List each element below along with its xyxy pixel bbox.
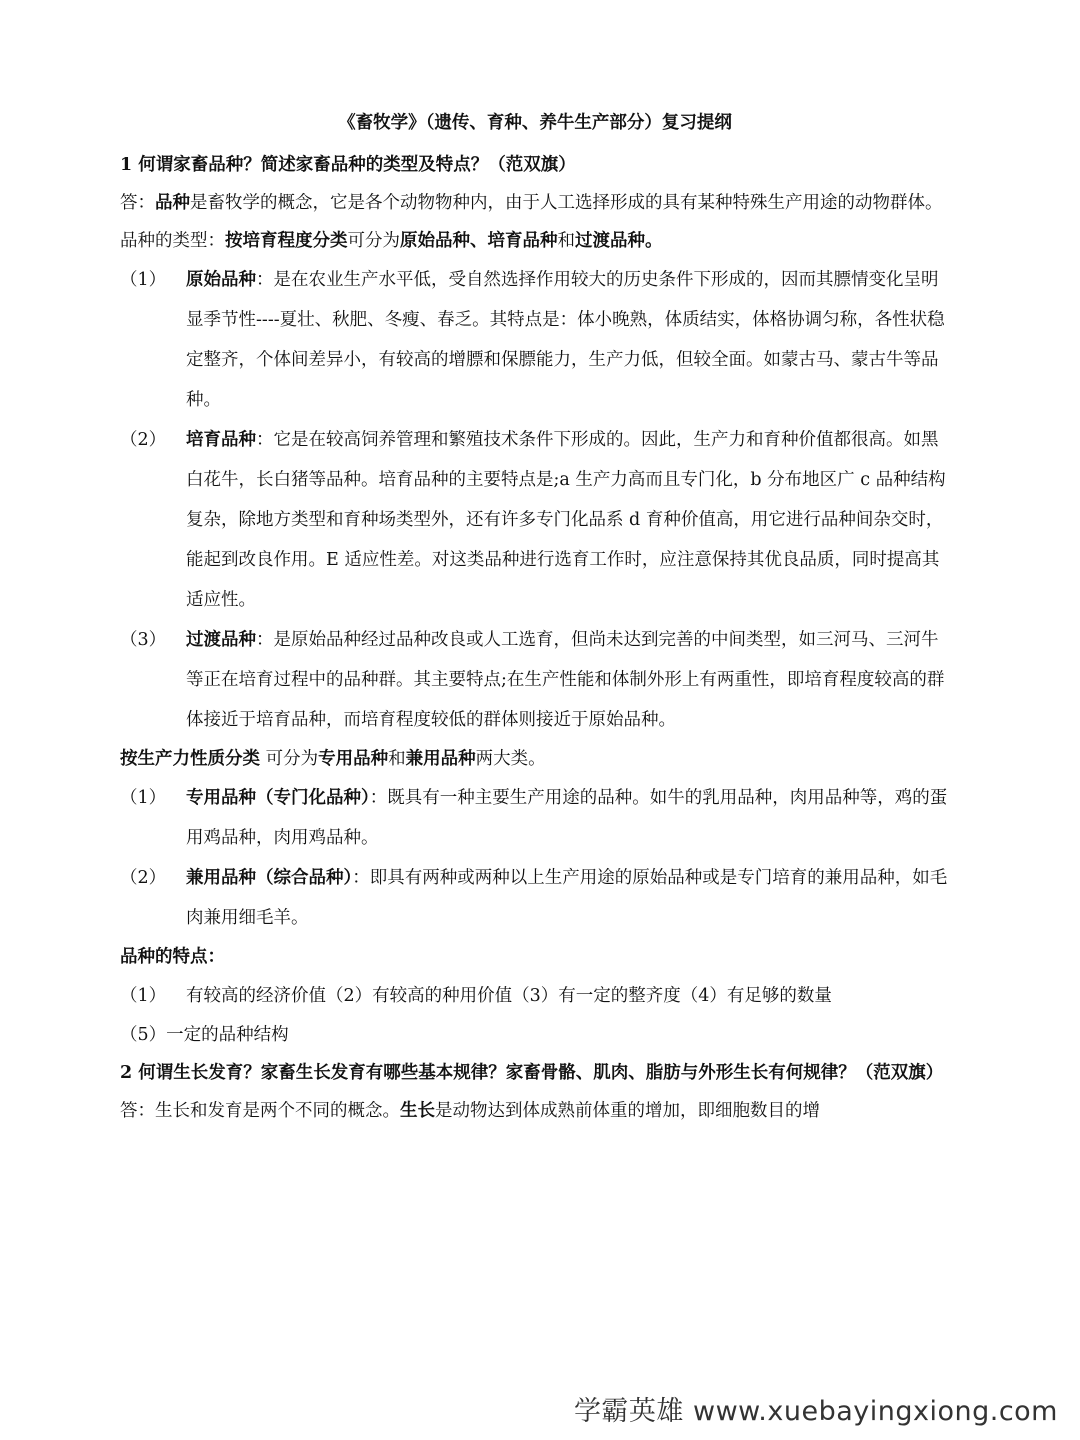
q1-answer-definition: 答：品种是畜牧学的概念，它是各个动物物种内，由于人工选择形成的具有某种特殊生产用途的动物群体。 bbox=[120, 193, 943, 213]
document-page bbox=[120, 108, 950, 1130]
list-item: （1） 原始品种：是在农业生产水平低，受自然选择作用较大的历史条件下形成的，因而其膘情变化呈明显季节性----夏壮、秋肥、冬瘦、春乏。其特点是：体小晚熟，体质结实，体格协调匀称，各性状稳定整齐，个体间差异小，有较高的增膘和保膘能力，生产力低，但较全面。如蒙古马、蒙古牛等品种。 bbox=[120, 270, 945, 410]
watermark: 学霸英雄 www.xuebayingxiong.com bbox=[573, 1396, 1058, 1427]
q1-breed-types: 品种的类型：按培育程度分类可分为原始品种、培育品种和过渡品种。 bbox=[120, 231, 663, 251]
list-item: （1） 专用品种（专门化品种）：既具有一种主要生产用途的品种。如牛的乳用品种，肉用品种等，鸡的蛋用鸡品种，肉用鸡品种。 bbox=[120, 788, 948, 848]
question-2-heading: 2 何谓生长发育？家畜生长发育有哪些基本规律？家畜骨骼、肌肉、脂肪与外形生长有何规律？（范双旗） bbox=[120, 1063, 944, 1083]
list-item: （1） 有较高的经济价值（2）有较高的种用价值（3）有一定的整齐度（4）有足够的数量 bbox=[120, 986, 832, 1006]
list-item: （2） 兼用品种（综合品种）：即具有两种或两种以上生产用途的原始品种或是专门培育的兼用品种，如毛肉兼用细毛羊。 bbox=[120, 868, 948, 928]
q1-production-classification: 按生产力性质分类 可分为专用品种和兼用品种两大类。 bbox=[120, 749, 546, 769]
question-1-heading: 1 何谓家畜品种？简述家畜品种的类型及特点？（范双旗） bbox=[120, 155, 576, 175]
q1-features-line2: （5）一定的品种结构 bbox=[120, 1025, 289, 1045]
list-item: （2） 培育品种：它是在较高饲养管理和繁殖技术条件下形成的。因此，生产力和育种价值都很高。如黑白花牛，长白猪等品种。培育品种的主要特点是;a 生产力高而且专门化，b 分布地区广 c 品种结构复杂，除地方类型和育种场类型外，还有许多专门化品系 d 育种价值高，用它进行品种间杂交时，能起到改良作用。E 适应性差。对这类品种进行选育工作时，应注意保持其优良品质，同时提高其适应性。 bbox=[120, 430, 946, 610]
q2-answer: 答：生长和发育是两个不同的概念。生长是动物达到体成熟前体重的增加，即细胞数目的增 bbox=[120, 1101, 820, 1121]
list-item: （3） 过渡品种：是原始品种经过品种改良或人工选育，但尚未达到完善的中间类型，如三河马、三河牛等正在培育过程中的品种群。其主要特点;在生产性能和体制外形上有两重性，即培育程度较高的群体接近于培育品种，而培育程度较低的群体则接近于原始品种。 bbox=[120, 630, 945, 730]
q1-features-heading: 品种的特点： bbox=[120, 947, 225, 967]
document-title: 《畜牧学》（遗传、育种、养牛生产部分）复习提纲 bbox=[338, 113, 732, 133]
